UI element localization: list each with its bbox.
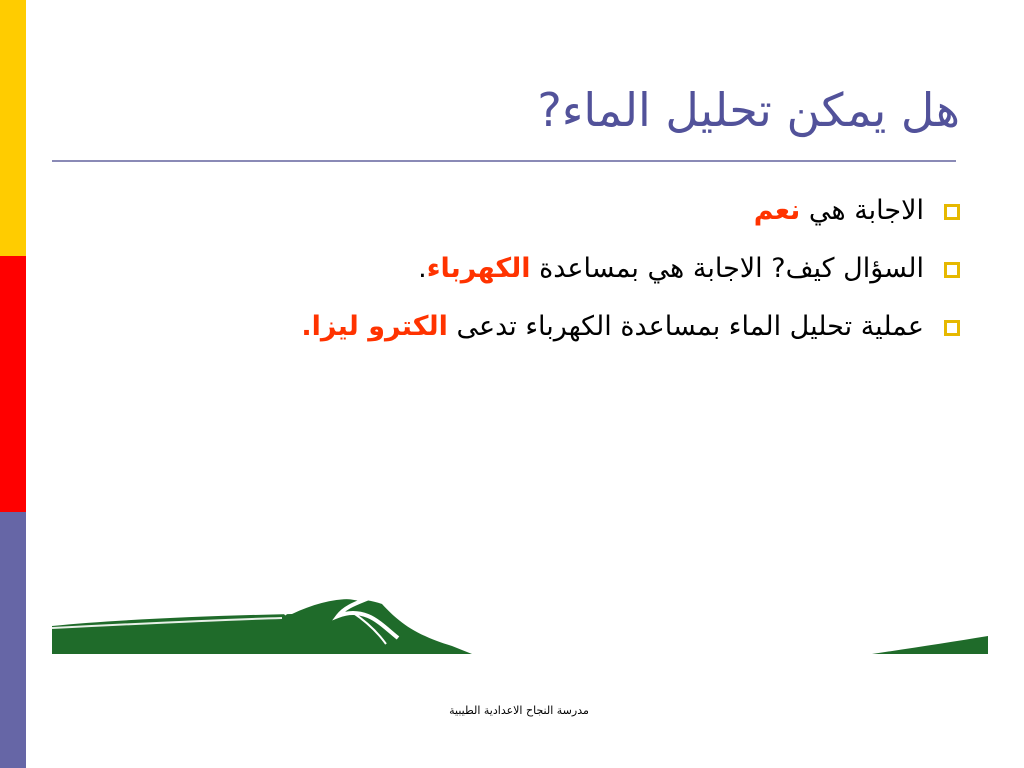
footer-text: مدرسة النجاح الاعدادية الطيبية	[449, 704, 589, 717]
bullet-item	[200, 188, 960, 246]
bullet-highlight: الكهرباء	[426, 253, 531, 284]
slide-title: هل يمكن تحليل الماء?	[537, 83, 960, 137]
bullet-text: الاجابة هي	[800, 195, 924, 226]
bullet-highlight: الكترو ليزا	[311, 311, 448, 342]
wave-body-right	[872, 636, 988, 654]
square-bullet-icon	[944, 320, 960, 336]
bullet-text: عملية تحليل الماء بمساعدة الكهرباء تدعى	[447, 311, 924, 342]
bullet-suffix: .	[418, 253, 427, 284]
bullet-highlight: نعم	[753, 195, 801, 226]
bullet-item	[200, 246, 960, 304]
title-underline	[52, 160, 956, 162]
wave-body	[52, 599, 472, 654]
side-color-bar	[0, 0, 26, 768]
bullet-text: السؤال كيف? الاجابة هي بمساعدة	[530, 253, 924, 284]
wave-illustration	[52, 590, 988, 654]
bullet-suffix: .	[301, 311, 312, 342]
square-bullet-icon	[944, 262, 960, 278]
bullet-list	[200, 188, 960, 362]
square-bullet-icon	[944, 204, 960, 220]
side-bar-blue	[0, 512, 26, 768]
side-bar-yellow	[0, 0, 26, 256]
side-bar-red	[0, 256, 26, 512]
bullet-item	[200, 304, 960, 362]
